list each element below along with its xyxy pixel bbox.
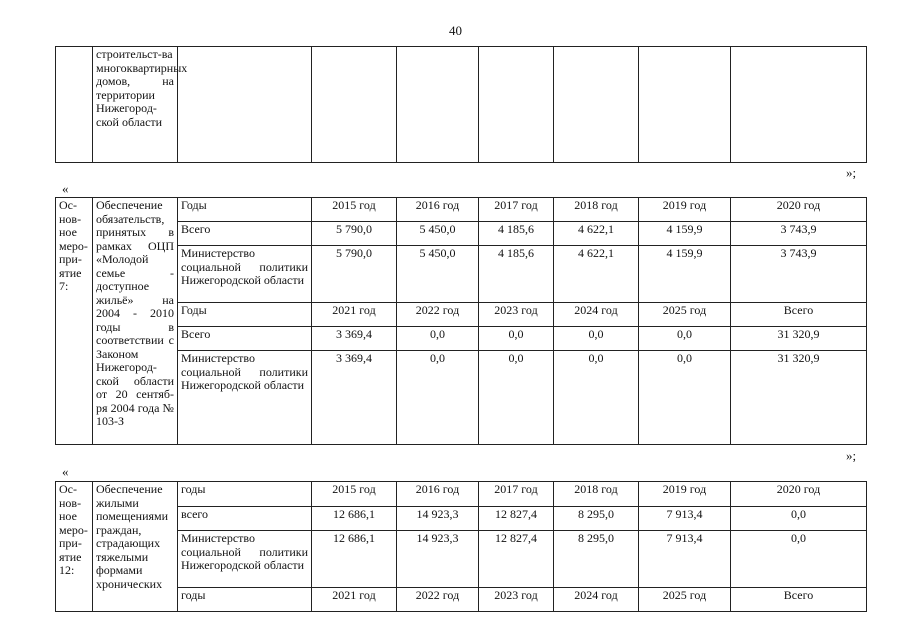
t3-row-label: годы: [178, 482, 312, 507]
table-cell: 4 159,9: [639, 222, 731, 246]
table-cell: 5 450,0: [397, 222, 479, 246]
table-cell: 0,0: [479, 351, 554, 445]
t2-measure-label: Ос-нов-ное меро-при-ятие 7:: [56, 198, 93, 445]
table-cell: 2015 год: [312, 482, 397, 507]
t3-row-label: Министерство социальной политики Нижегородской области: [178, 531, 312, 588]
table-cell: 14 923,3: [397, 531, 479, 588]
table-cell: 2023 год: [479, 303, 554, 327]
table-cell: 14 923,3: [397, 507, 479, 531]
table-cell: 7 913,4: [639, 507, 731, 531]
table-cell: 0,0: [554, 351, 639, 445]
table-cell: 3 743,9: [731, 222, 867, 246]
table-cell: 2024 год: [554, 588, 639, 612]
table-cell: 12 686,1: [312, 531, 397, 588]
table-cell: 2016 год: [397, 198, 479, 222]
table-cell: 0,0: [731, 507, 867, 531]
open-quote-2: «: [62, 464, 69, 479]
table-cell: 2020 год: [731, 198, 867, 222]
table-cell: 5 790,0: [312, 222, 397, 246]
table-cell: 7 913,4: [639, 531, 731, 588]
table-cell: 2016 год: [397, 482, 479, 507]
table-row: [56, 222, 867, 246]
table-cell: 0,0: [639, 327, 731, 351]
table-cell: 2021 год: [312, 588, 397, 612]
t2-row-label: Всего: [178, 222, 312, 246]
table-continuation: [55, 46, 867, 163]
page-number: 40: [449, 23, 462, 38]
open-quote-1: «: [62, 181, 69, 196]
table-cell: 2022 год: [397, 588, 479, 612]
t3-row-label: годы: [178, 588, 312, 612]
table-cell: 2024 год: [554, 303, 639, 327]
table-cell: 8 295,0: [554, 507, 639, 531]
table-cell: 0,0: [397, 327, 479, 351]
table-cell: 2025 год: [639, 588, 731, 612]
table-cell: 0,0: [479, 327, 554, 351]
table-cell: 2025 год: [639, 303, 731, 327]
table-cell: 5 450,0: [397, 246, 479, 303]
table-cell: 2015 год: [312, 198, 397, 222]
table-cell: 3 743,9: [731, 246, 867, 303]
t1-cell: [397, 47, 479, 163]
table-cell: 2017 год: [479, 482, 554, 507]
table-cell: 2019 год: [639, 482, 731, 507]
t3-measure-label: Ос-нов-ное меро-при-ятие 12:: [56, 482, 93, 612]
table-cell: 2021 год: [312, 303, 397, 327]
table-row: [56, 588, 867, 612]
table-row: [56, 198, 867, 222]
t1-cell: [554, 47, 639, 163]
close-quote-2: »;: [846, 448, 857, 463]
table-row: [56, 303, 867, 327]
table-cell: 2022 год: [397, 303, 479, 327]
table-cell: 2018 год: [554, 482, 639, 507]
table-cell: 0,0: [554, 327, 639, 351]
table-cell: 2017 год: [479, 198, 554, 222]
t1-col2: строительст-ва многоквартирных домов, на территории Нижегород-ской области: [93, 47, 178, 163]
table-cell: 12 686,1: [312, 507, 397, 531]
t2-measure-description: Обеспечение обязательств, принятых в рамках ОЦП «Молодой семье - доступное жильё» на 2004 - 2010 годы в соответствии с Законом Нижегород-ской области от 20 сентяб-ря 2004 года № 103-З: [93, 198, 178, 445]
t2-row-label: Министерство социальной политики Нижегородской области: [178, 246, 312, 303]
table-cell: 4 185,6: [479, 246, 554, 303]
table-row: [56, 327, 867, 351]
table-row: [56, 531, 867, 588]
t2-row-label: Министерство социальной политики Нижегородской области: [178, 351, 312, 445]
table-row: [56, 482, 867, 507]
table-row: [56, 507, 867, 531]
t2-row-label: Годы: [178, 303, 312, 327]
t1-cell: [731, 47, 867, 163]
table-cell: 0,0: [397, 351, 479, 445]
table-cell: 2019 год: [639, 198, 731, 222]
table-cell: 2018 год: [554, 198, 639, 222]
table-cell: 4 622,1: [554, 222, 639, 246]
table-cell: Всего: [731, 303, 867, 327]
t1-col1: [56, 47, 93, 163]
table-measure-7: [55, 197, 867, 445]
table-cell: 8 295,0: [554, 531, 639, 588]
t1-cell: [479, 47, 554, 163]
table-cell: 2020 год: [731, 482, 867, 507]
table-cell: 12 827,4: [479, 507, 554, 531]
table-cell: 31 320,9: [731, 351, 867, 445]
table-cell: 2023 год: [479, 588, 554, 612]
close-quote-1: »;: [846, 165, 857, 180]
table-cell: 3 369,4: [312, 327, 397, 351]
table-measure-12: [55, 481, 867, 612]
table-cell: 0,0: [731, 531, 867, 588]
table-cell: 4 622,1: [554, 246, 639, 303]
table-cell: 31 320,9: [731, 327, 867, 351]
t3-measure-description: Обеспечение жилыми помещениями граждан, страдающих тяжелыми формами хронических: [93, 482, 178, 612]
table-cell: 3 369,4: [312, 351, 397, 445]
table-cell: 5 790,0: [312, 246, 397, 303]
t2-row-label: Всего: [178, 327, 312, 351]
t2-row-label: Годы: [178, 198, 312, 222]
t1-cell: [639, 47, 731, 163]
t1-cell: [178, 47, 312, 163]
table-cell: 12 827,4: [479, 531, 554, 588]
t3-row-label: всего: [178, 507, 312, 531]
table-cell: 0,0: [639, 351, 731, 445]
table-row: [56, 351, 867, 445]
table-row: [56, 246, 867, 303]
t1-cell: [312, 47, 397, 163]
table-cell: Всего: [731, 588, 867, 612]
table-cell: 4 159,9: [639, 246, 731, 303]
table-cell: 4 185,6: [479, 222, 554, 246]
